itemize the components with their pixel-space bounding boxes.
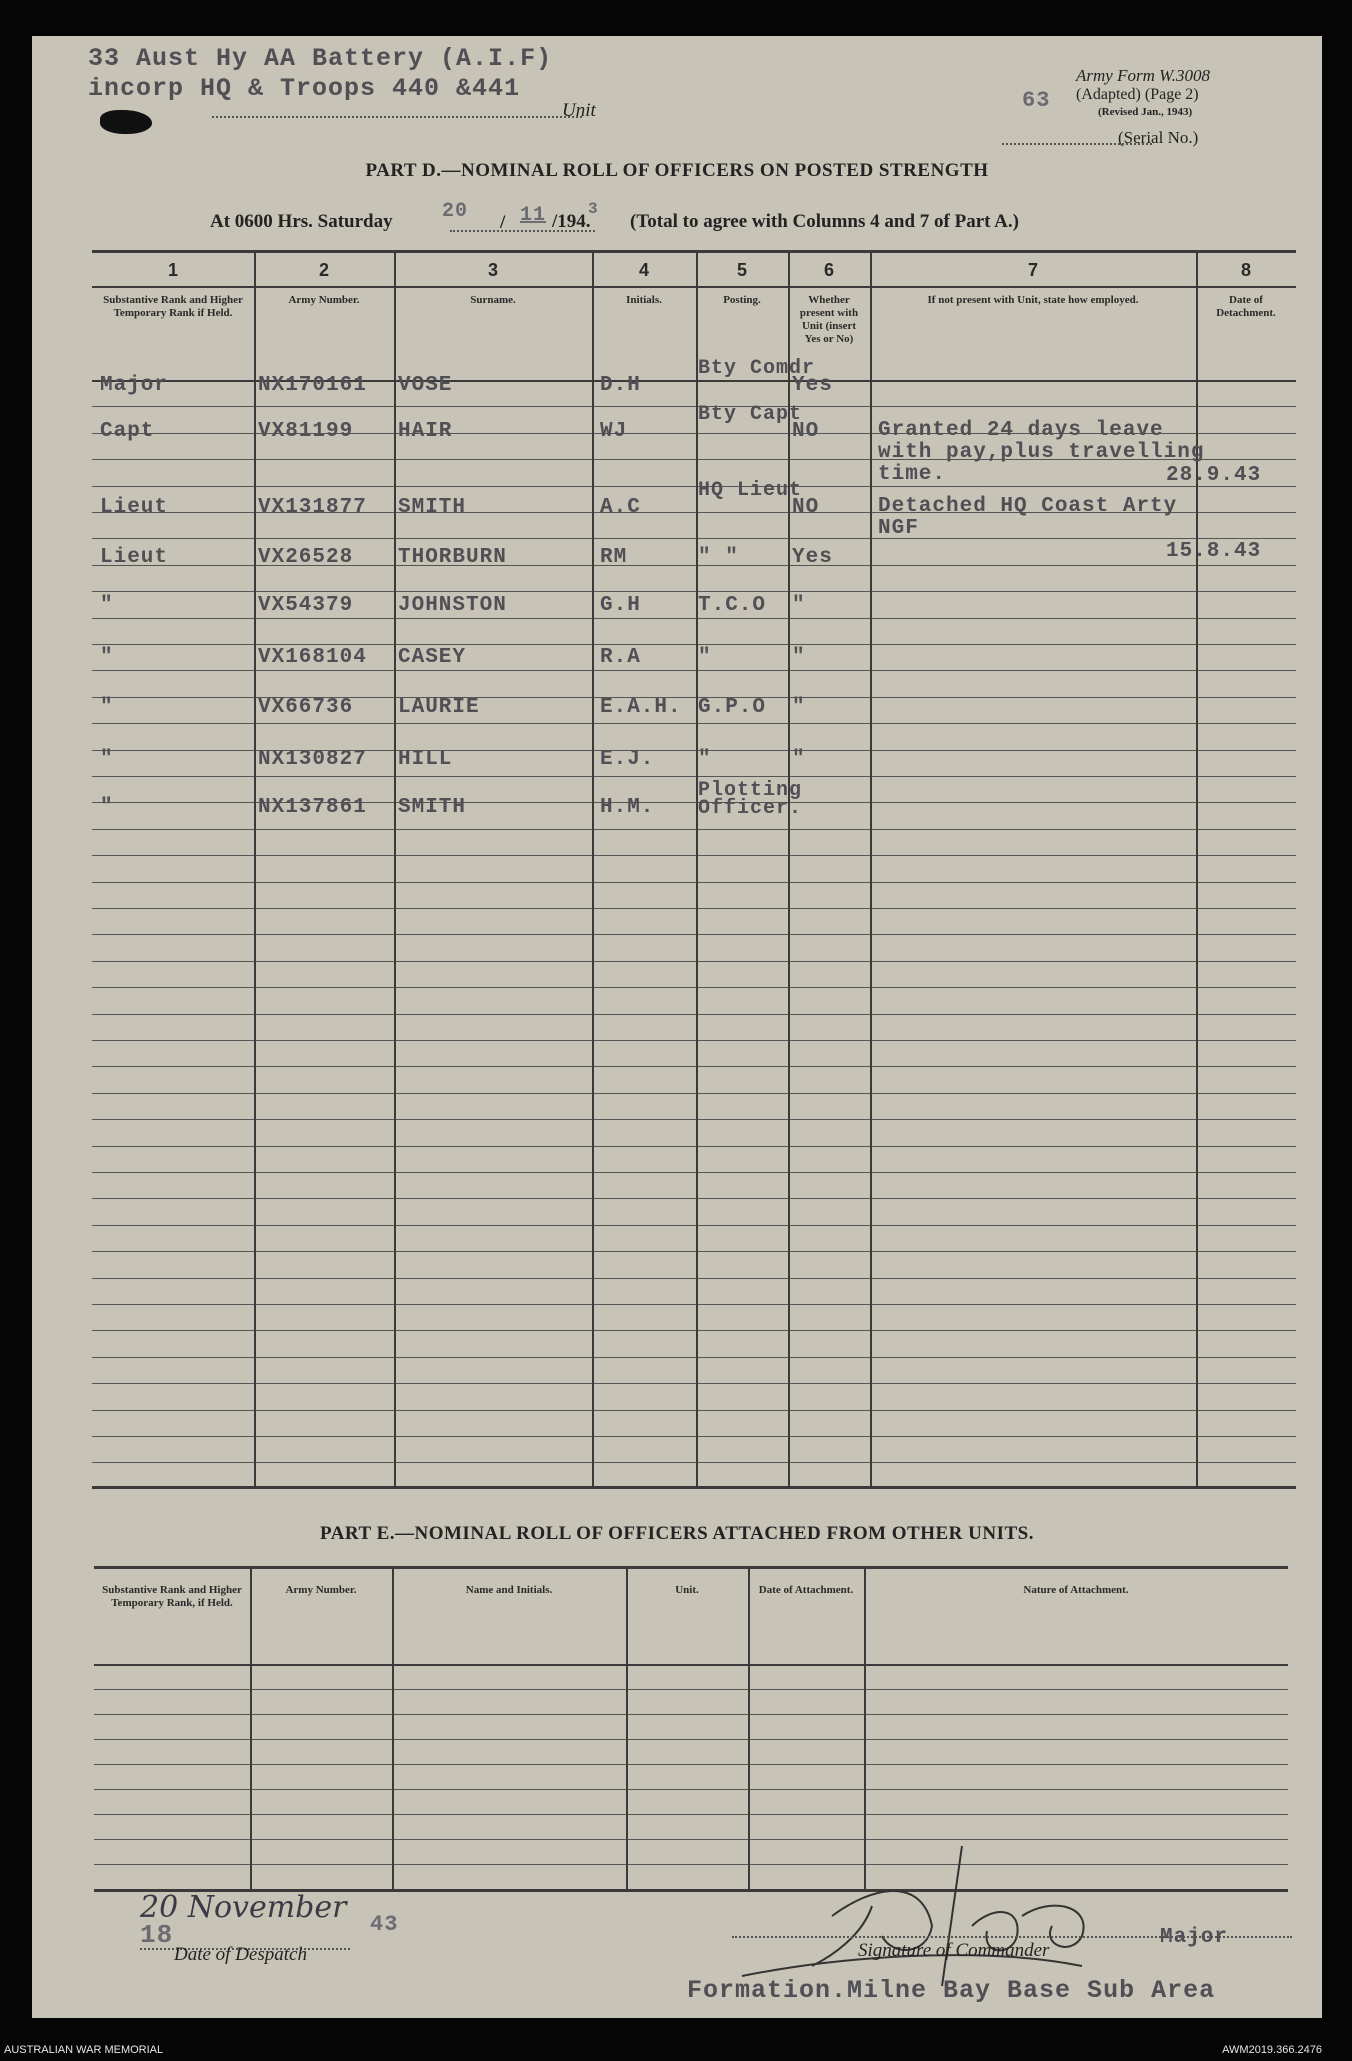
row-rule (94, 1739, 1288, 1740)
column-rule (626, 1566, 628, 1889)
row-rule (92, 1462, 1296, 1463)
row-rule (92, 723, 1296, 724)
column-number: 5 (736, 260, 747, 280)
row-rule (92, 1357, 1296, 1358)
row-rank: " (100, 696, 114, 719)
row-rule (92, 1251, 1296, 1252)
row-posting: Bty Capt (698, 403, 803, 426)
at-hrs-prefix: At 0600 Hrs. Saturday (210, 211, 393, 232)
column-rule (592, 250, 594, 1486)
row-rank: " (100, 646, 114, 669)
row-rule (92, 644, 1296, 645)
row-rank: Capt (100, 420, 155, 443)
unit-label: Unit (562, 100, 596, 121)
column-header: Date of Attachment. (758, 1584, 854, 1596)
row-present: Yes (792, 546, 833, 569)
row-rule (92, 1330, 1296, 1331)
column-number: 3 (487, 260, 498, 280)
row-surname: SMITH (398, 496, 467, 519)
table-border-top (94, 1566, 1288, 1569)
form-revised: (Revised Jan., 1943) (1098, 106, 1193, 118)
row-present: NO (792, 420, 820, 443)
row-rule (92, 1014, 1296, 1015)
total-note: (Total to agree with Columns 4 and 7 of Part A.) (630, 211, 1019, 232)
row-rule (92, 1383, 1296, 1384)
despatch-typed-day: 18 (140, 1920, 174, 1950)
row-rule (92, 908, 1296, 909)
row-rule (92, 1066, 1296, 1067)
despatch-label: Date of Despatch (174, 1944, 307, 1965)
row-initials: H.M. (600, 796, 655, 819)
row-initials: WJ (600, 420, 628, 443)
row-surname: LAURIE (398, 696, 480, 719)
row-rule (92, 618, 1296, 619)
row-initials: E.J. (600, 748, 655, 771)
row-rule (94, 1689, 1288, 1690)
header-divider (94, 1664, 1288, 1666)
row-rule (92, 1304, 1296, 1305)
row-posting: " " (698, 546, 739, 569)
row-rule (92, 987, 1296, 988)
row-rule (94, 1714, 1288, 1715)
row-initials: A.C (600, 496, 641, 519)
row-rule (92, 829, 1296, 830)
table-border-top (92, 250, 1296, 253)
row-surname: HILL (398, 748, 453, 771)
column-number: 4 (638, 260, 649, 280)
row-rule (94, 1789, 1288, 1790)
row-rule (92, 1119, 1296, 1120)
row-posting: G.P.O (698, 696, 767, 719)
date-year-suffix: 3 (588, 200, 599, 218)
row-rule (92, 486, 1296, 487)
row-posting: HQ Lieut (698, 479, 803, 502)
row-rank: Lieut (100, 546, 169, 569)
row-present: " (792, 594, 806, 617)
row-posting: Plotting Officer. (698, 779, 803, 820)
column-rule (254, 250, 256, 1486)
row-rule (92, 1146, 1296, 1147)
row-surname: THORBURN (398, 546, 507, 569)
serial-label: (Serial No.) (1118, 128, 1199, 147)
column-number: 7 (1027, 260, 1038, 280)
row-surname: JOHNSTON (398, 594, 507, 617)
column-header: Whether present with Unit (insert Yes or No) (799, 294, 859, 345)
row-surname: SMITH (398, 796, 467, 819)
date-year: /194. (552, 211, 591, 232)
column-rule (392, 1566, 394, 1889)
unit-line-1: 33 Aust Hy AA Battery (A.I.F) (88, 44, 553, 73)
row-posting: " (698, 646, 712, 669)
row-rank: " (100, 594, 114, 617)
ink-blot (100, 110, 152, 134)
column-rule (696, 250, 698, 1486)
row-date: 15.8.43 (1166, 540, 1262, 563)
row-surname: HAIR (398, 420, 453, 443)
row-rule (92, 406, 1296, 407)
row-number: VX131877 (258, 496, 367, 519)
row-number: NX137861 (258, 796, 367, 819)
unit-line-2: incorp HQ & Troops 440 &441 (88, 74, 521, 103)
row-initials: R.A (600, 646, 641, 669)
army-form-id: Army Form W.3008 (1076, 66, 1210, 85)
column-header: Substantive Rank and Higher Temporary Rank if Held. (103, 294, 243, 319)
row-initials: D.H (600, 374, 641, 397)
row-rule (92, 961, 1296, 962)
signature-label: Signature of Commander (858, 1940, 1050, 1961)
row-rule (92, 1093, 1296, 1094)
column-header: If not present with Unit, state how employed. (927, 294, 1139, 306)
row-surname: CASEY (398, 646, 467, 669)
column-header: Army Number. (285, 1584, 357, 1596)
row-rank: Lieut (100, 496, 169, 519)
document-page: 33 Aust Hy AA Battery (A.I.F) incorp HQ & Troops 440 &441 Unit 63 Army Form W.3008 (Adapted) (Page 2) (Revised Jan., 1943) (Serial No.) PART D.—NOMINAL ROLL OF OFFICERS ON POSTED STRENGTH At 0600 Hrs. Saturday 20 / 11 3 /194. (Total to agree with Columns 4 and 7 of Part A.) 1 2 3 4 5 6 7 8 Substantive Rank and Higher Temporary Rank if Held. Army Number. Surname. Initials. Posting. Whether present with Unit (insert Yes or No) If not present with Unit, state how employed. Date of Detachment. Major NX170161 VOSE D.H Bty Comdr Yes Capt VX81199 HAIR WJ Bty Capt NO Granted 24 days leave with pay,plus travelling time. 28.9.43 Lieut VX131877 SMITH A.C HQ Lieut NO Detached HQ Coast Arty NGF 15.8.43 Lieut VX26528 THORBURN RM " " Yes " VX54379 JOHNSTON G.H T.C.O " " VX168104 CASEY R.A " " " VX66736 LAURIE E.A.H. G.P.O " " NX130827 HILL E.J. " " " NX137861 SMITH H.M. Plotting Officer. PART E.—NOMINAL ROLL OF OFFICERS ATTACHED FROM OTHER UNITS. Substantive Rank and Higher Temporary Rank, if Held. Army Number. Name and Initials. Unit. Date of Attachment. Nature of Attachment. 20 November 18 43 Date of Despatch Signature of Commander Major Formation.Milne Bay Base Sub Area (32, 36, 1322, 2018)
row-rank: " (100, 748, 114, 771)
column-number: 1 (167, 260, 178, 280)
row-rule (94, 1764, 1288, 1765)
column-header: Army Number. (288, 294, 360, 306)
header-divider (92, 286, 1296, 288)
column-header: Posting. (723, 294, 761, 306)
date-day: 20 (442, 200, 469, 223)
row-employed: Granted 24 days leave with pay,plus travelling time. (878, 419, 1205, 486)
form-adapted: (Adapted) (Page 2) (1076, 86, 1199, 103)
unit-dotted-line (212, 116, 582, 118)
row-rule (92, 882, 1296, 883)
row-number: NX130827 (258, 748, 367, 771)
row-number: VX168104 (258, 646, 367, 669)
column-header: Unit. (675, 1584, 699, 1596)
column-rule (394, 250, 396, 1486)
row-rule (92, 855, 1296, 856)
column-header: Nature of Attachment. (1023, 1584, 1129, 1596)
despatch-typed-year: 43 (370, 1912, 399, 1937)
row-present: " (792, 646, 806, 669)
row-rule (92, 591, 1296, 592)
column-header: Name and Initials. (465, 1584, 553, 1596)
row-rule (92, 1436, 1296, 1437)
row-initials: E.A.H. (600, 696, 682, 719)
part-d-title: PART D.—NOMINAL ROLL OF OFFICERS ON POSTED STRENGTH (365, 160, 989, 181)
row-date: 28.9.43 (1166, 464, 1262, 487)
row-present: " (792, 748, 806, 771)
column-rule (870, 250, 872, 1486)
row-employed: Detached HQ Coast Arty NGF (878, 495, 1178, 540)
row-number: VX54379 (258, 594, 354, 617)
row-rule (92, 1410, 1296, 1411)
row-present: Yes (792, 374, 833, 397)
date-month: 11 (520, 204, 547, 227)
column-header: Initials. (626, 294, 662, 306)
row-rule (92, 934, 1296, 935)
row-initials: RM (600, 546, 628, 569)
column-rule (250, 1566, 252, 1889)
row-present: " (792, 696, 806, 719)
row-rule (92, 1225, 1296, 1226)
row-rank: " (100, 796, 114, 819)
row-posting: T.C.O (698, 594, 767, 617)
row-rule (92, 670, 1296, 671)
row-number: VX81199 (258, 420, 354, 443)
column-header: Substantive Rank and Higher Temporary Rank, if Held. (102, 1584, 242, 1609)
row-rule (92, 1198, 1296, 1199)
formation-line: Formation.Milne Bay Base Sub Area (687, 1976, 1216, 2005)
column-header: Surname. (470, 294, 516, 306)
column-rule (788, 250, 790, 1486)
row-rank: Major (100, 374, 169, 397)
footer-credit: AUSTRALIAN WAR MEMORIAL (4, 2044, 164, 2056)
column-header: Date of Detachment. (1216, 294, 1276, 319)
row-rule (92, 1278, 1296, 1279)
row-rule (92, 1172, 1296, 1173)
row-posting: Bty Comdr (698, 357, 816, 380)
column-number: 2 (318, 260, 329, 280)
column-number: 8 (1240, 260, 1251, 280)
row-rule (92, 776, 1296, 777)
row-number: NX170161 (258, 374, 367, 397)
row-surname: VOSE (398, 374, 453, 397)
row-initials: G.H (600, 594, 641, 617)
row-rule (92, 1040, 1296, 1041)
table-border-bottom (92, 1486, 1296, 1489)
despatch-handwritten: 20 November (140, 1890, 347, 1925)
column-number: 6 (823, 260, 834, 280)
row-present: NO (792, 496, 820, 519)
row-number: VX66736 (258, 696, 354, 719)
row-posting: " (698, 748, 712, 771)
part-e-title: PART E.—NOMINAL ROLL OF OFFICERS ATTACHED FROM OTHER UNITS. (320, 1523, 1034, 1544)
row-number: VX26528 (258, 546, 354, 569)
footer-accession-number: AWM2019.366.2476 (1222, 2044, 1322, 2056)
commander-rank: Major (1160, 1926, 1229, 1949)
page-number: 63 (1022, 88, 1051, 113)
